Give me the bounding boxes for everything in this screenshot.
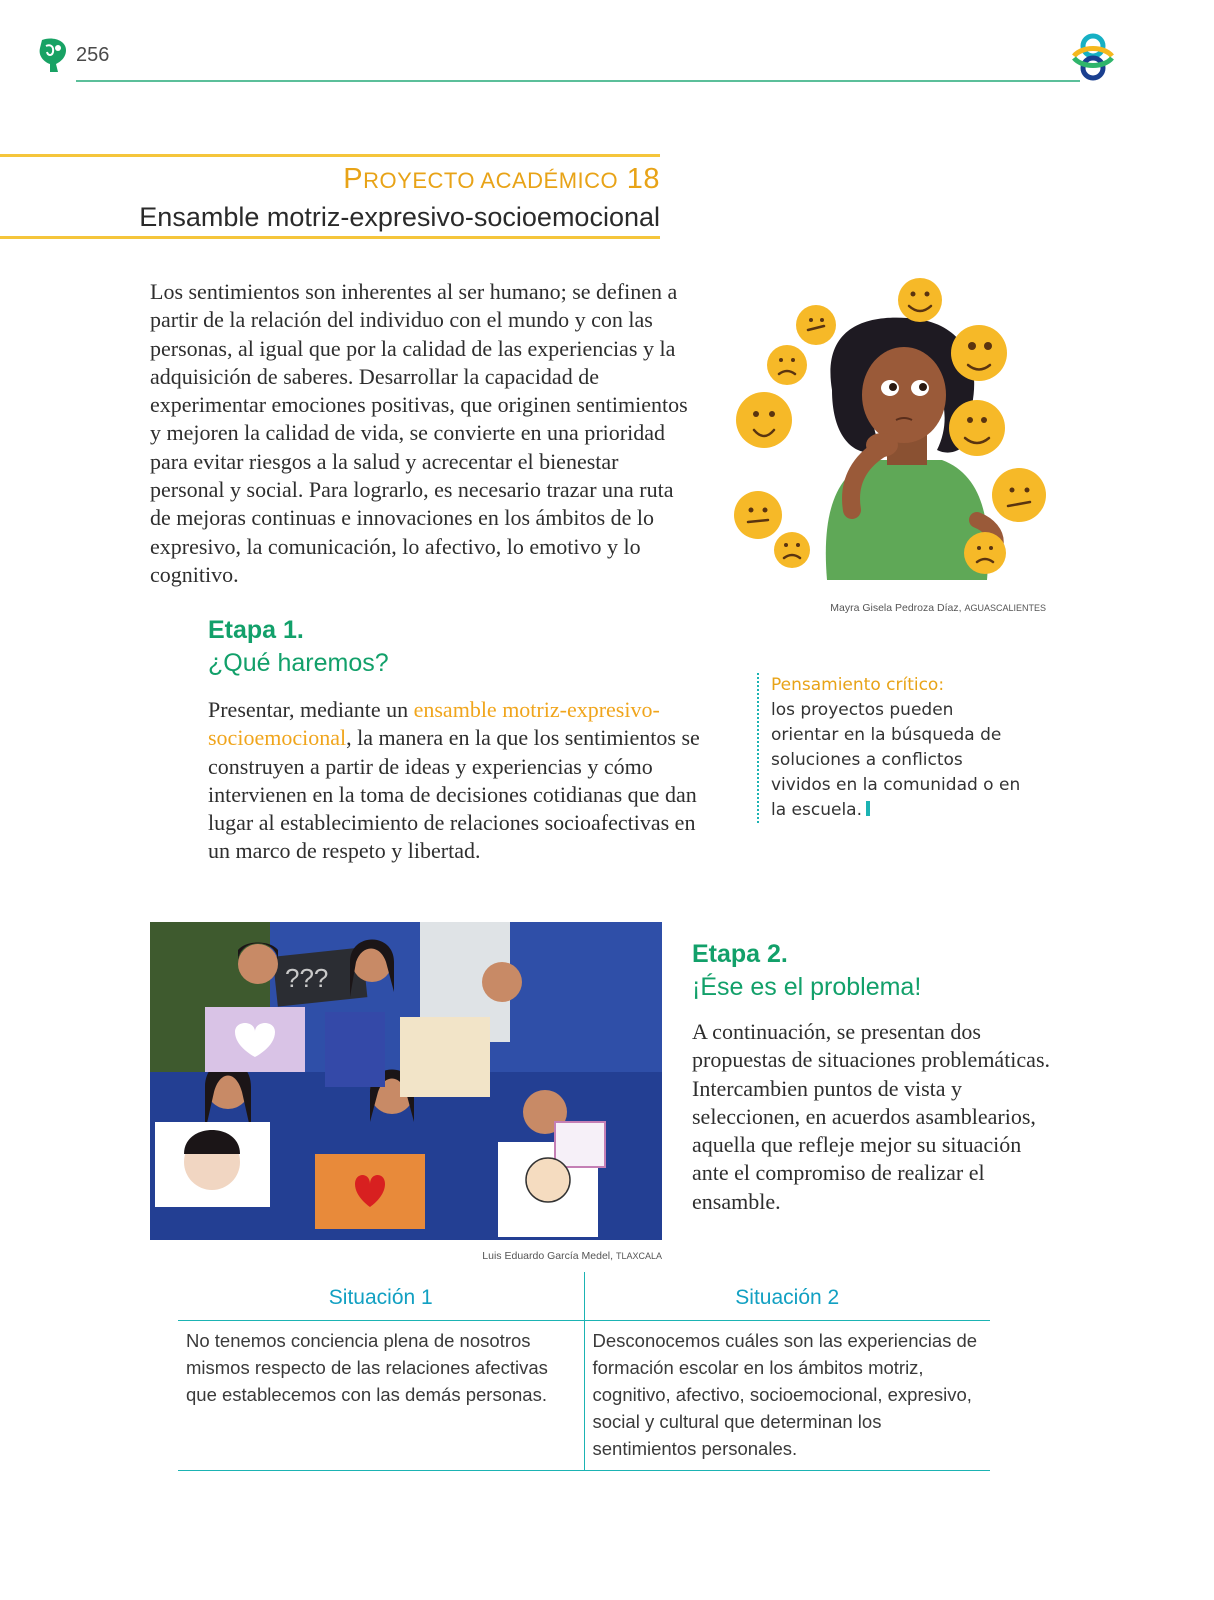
emotions-illustration bbox=[732, 270, 1062, 595]
etapa2-paragraph: A continuación, se presentan dos propuestas de situaciones problemáticas. Intercambien puntos de vista y seleccionen, en acuerdos asamblearios, aquella que refleje mejor su situación ante el compromiso de realizar el ensamble. bbox=[692, 1019, 1051, 1214]
illustration-place: AGUASCALIENTES bbox=[964, 603, 1046, 613]
critical-thinking-note bbox=[757, 673, 1021, 823]
table-header-situation-1: Situación 1 bbox=[178, 1272, 585, 1320]
etapa1-heading bbox=[208, 614, 389, 680]
table-header-row bbox=[178, 1272, 990, 1321]
end-mark-icon bbox=[866, 801, 870, 816]
table-row bbox=[178, 1321, 990, 1471]
intro-paragraph: Los sentimientos son inherentes al ser humano; se definen a partir de la relación del individuo con el mundo y con las personas, al igual que por la calidad de las experiencias y la adquisición de saberes. Desarrollar la capacidad de experimentar emociones positivas, que originen sentimientos y mejoren la calidad de vida, se convierte en una prioridad para evitar riesgos a la salud y acrecentar el bienestar personal y social. Para lograrlo, es necesario trazar una ruta de mejoras continuas e innovaciones en los ámbitos de lo expresivo, la comunicación, lo afectivo, lo emotivo y lo cognitivo. bbox=[150, 279, 688, 587]
table-cell-situation-1: No tenemos conciencia plena de nosotros mismos respecto de las relaciones afectivas que establecemos con las demás personas. bbox=[178, 1321, 585, 1470]
etapa2-subtitle: ¡Ése es el problema! bbox=[692, 973, 922, 1001]
colored-knot-icon bbox=[1068, 32, 1118, 82]
photo-sign-text: ??? bbox=[285, 963, 329, 993]
glossary-term-link[interactable]: ensamble motriz-expresivo-socioemocional bbox=[208, 697, 660, 751]
project-number: 18 bbox=[626, 163, 660, 195]
project-label bbox=[343, 163, 660, 196]
etapa2-title: Etapa 2. bbox=[692, 940, 788, 968]
critical-thinking-title: Pensamiento crítico: bbox=[771, 675, 945, 695]
illustration-caption bbox=[830, 602, 1046, 614]
etapa1-paragraph bbox=[208, 696, 702, 866]
header-rule bbox=[76, 80, 1080, 82]
leaf-logo-icon bbox=[36, 36, 70, 74]
critical-thinking-text: los proyectos pueden orientar en la búsqueda de soluciones a conflictos vividos en la comunidad o en la escuela. bbox=[771, 700, 1021, 820]
project-subtitle: Ensamble motriz-expresivo-socioemocional bbox=[139, 202, 660, 232]
project-label-rest: ROYECTO ACADÉMICO bbox=[363, 168, 619, 193]
project-label-initial: P bbox=[343, 163, 364, 195]
etapa1-subtitle: ¿Qué haremos? bbox=[208, 649, 389, 677]
page-number: 256 bbox=[76, 44, 110, 66]
table-header-situation-2: Situación 2 bbox=[735, 1286, 840, 1309]
photo-caption bbox=[482, 1250, 662, 1262]
title-rule-bottom bbox=[0, 236, 660, 239]
table-cell-situation-2: Desconocemos cuáles son las experiencias de formación escolar en los ámbitos motriz, cognitivo, afectivo, socioemocional, expresivo, social y cultural que determinan los sentimientos personales. bbox=[592, 1330, 978, 1459]
etapa1-title: Etapa 1. bbox=[208, 616, 304, 644]
etapa1-text-start: Presentar, mediante un bbox=[208, 697, 414, 722]
etapa1-text-end: , la manera en la que los sentimientos se construyen a partir de ideas y experiencias y cómo intervienen en la toma de decisiones cotidianas que dan lugar al establecimiento de relaciones socioafectivas en un marco de respeto y libertad. bbox=[208, 725, 700, 864]
title-rule-top bbox=[0, 154, 660, 157]
photo-place: TLAXCALA bbox=[615, 1251, 662, 1261]
photo-author: Luis Eduardo García Medel, bbox=[482, 1250, 614, 1262]
situations-table bbox=[178, 1272, 990, 1471]
students-photo bbox=[150, 922, 662, 1240]
illustration-author: Mayra Gisela Pedroza Díaz, bbox=[830, 602, 962, 614]
etapa2-heading bbox=[692, 938, 921, 1004]
